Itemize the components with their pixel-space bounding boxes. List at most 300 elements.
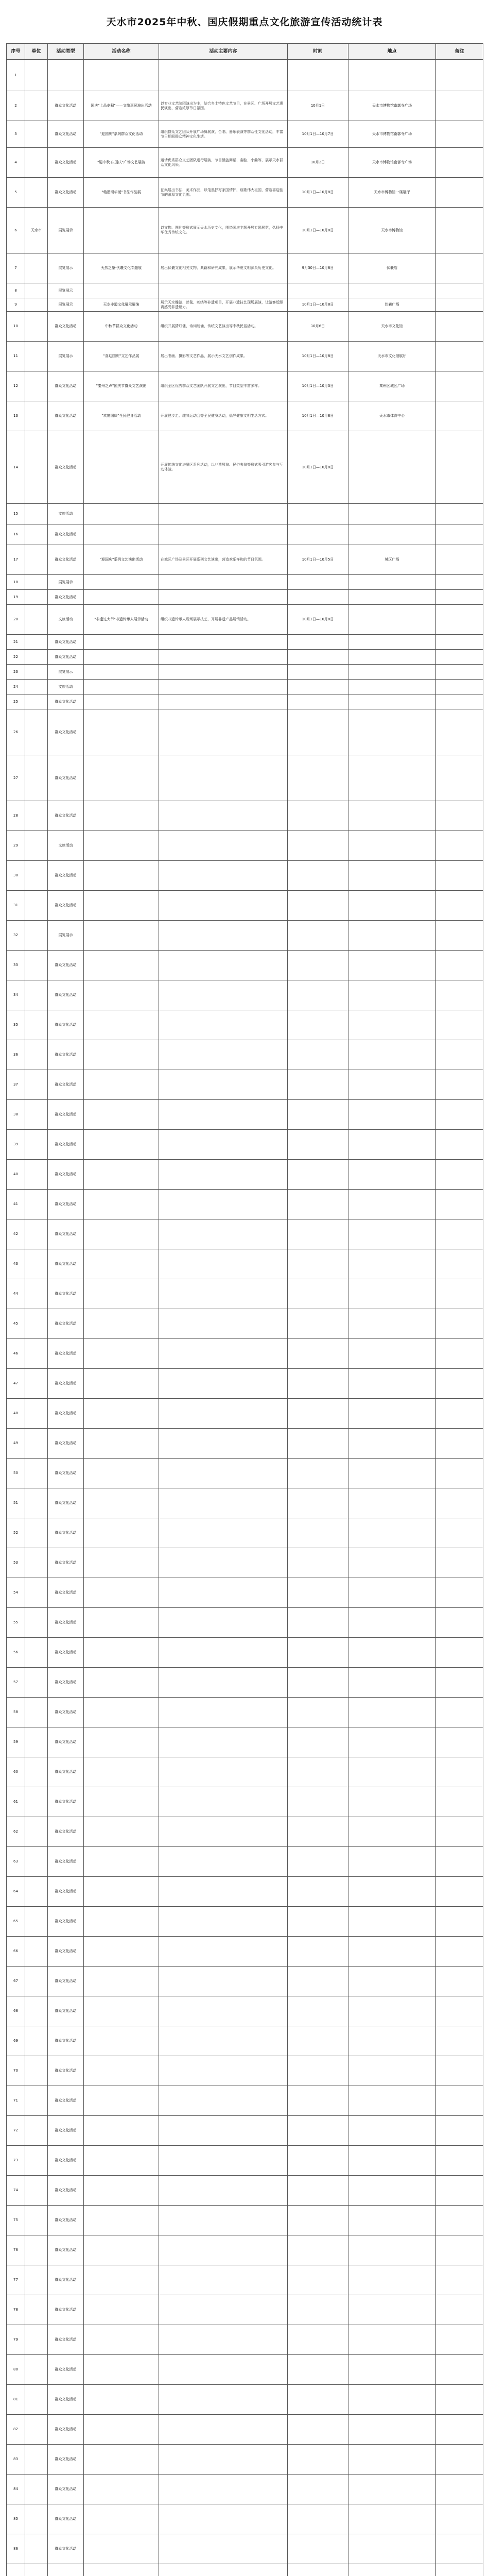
cell-place [348, 635, 436, 650]
cell-name [84, 680, 159, 694]
cell-no: 78 [7, 2295, 25, 2325]
cell-note [436, 1279, 483, 1309]
cell-note [436, 1160, 483, 1190]
header-unit: 单位 [25, 44, 48, 60]
cell-note [436, 861, 483, 891]
cell-content [159, 1518, 288, 1548]
cell-place [348, 831, 436, 861]
cell-type: 展览展示 [48, 921, 84, 951]
cell-place [348, 1070, 436, 1100]
cell-type: 群众文化活动 [48, 121, 84, 148]
cell-name [84, 2475, 159, 2504]
cell-name [84, 1309, 159, 1339]
cell-unit [25, 861, 48, 891]
cell-no: 39 [7, 1130, 25, 1160]
cell-content [159, 694, 288, 709]
cell-content: 展示天水雕漆、丝毯、刺绣等非遗项目，开展非遗技艺现场展演，让游客近距离感受非遗魅力。 [159, 298, 288, 312]
cell-note [436, 208, 483, 253]
cell-type: 群众文化活动 [48, 1429, 84, 1459]
cell-place: 天水市文化馆 [348, 312, 436, 342]
table-row [7, 2534, 483, 2564]
cell-place [348, 1996, 436, 2026]
cell-note [436, 253, 483, 283]
cell-time [288, 665, 348, 680]
cell-note [436, 1578, 483, 1608]
cell-no: 63 [7, 1847, 25, 1877]
table-row [7, 2445, 483, 2475]
cell-type: 群众文化活动 [48, 401, 84, 431]
cell-unit [25, 801, 48, 831]
cell-type: 文旅活动 [48, 831, 84, 861]
cell-time: 10月1日—10月7日 [288, 121, 348, 148]
cell-content [159, 1040, 288, 1070]
cell-no: 79 [7, 2325, 25, 2355]
cell-place [348, 1160, 436, 1190]
cell-place [348, 2385, 436, 2415]
cell-type: 群众文化活动 [48, 1399, 84, 1429]
cell-time: 10月1日 [288, 91, 348, 121]
cell-no: 40 [7, 1160, 25, 1190]
cell-content [159, 283, 288, 298]
cell-unit [25, 1907, 48, 1937]
cell-content: 组织非遗传承人现场展示技艺，开展非遗产品展销活动。 [159, 605, 288, 635]
cell-note [436, 921, 483, 951]
cell-time [288, 2295, 348, 2325]
cell-place [348, 2235, 436, 2265]
table-row [7, 1877, 483, 1907]
cell-note [436, 1787, 483, 1817]
cell-type: 群众文化活动 [48, 524, 84, 545]
cell-name [84, 980, 159, 1010]
cell-no: 82 [7, 2415, 25, 2445]
header-time: 时间 [288, 44, 348, 60]
cell-no: 62 [7, 1817, 25, 1847]
cell-place [348, 1937, 436, 1967]
cell-type: 群众文化活动 [48, 371, 84, 401]
cell-type: 群众文化活动 [48, 2355, 84, 2385]
cell-note [436, 2355, 483, 2385]
cell-name [84, 1668, 159, 1698]
cell-content [159, 1160, 288, 1190]
cell-unit [25, 1548, 48, 1578]
header-place: 地点 [348, 44, 436, 60]
table-row [7, 524, 483, 545]
table-row [7, 1459, 483, 1488]
header-note: 备注 [436, 44, 483, 60]
cell-time [288, 831, 348, 861]
cell-content [159, 60, 288, 91]
table-row [7, 1070, 483, 1100]
cell-type: 文旅活动 [48, 605, 84, 635]
cell-place [348, 2295, 436, 2325]
cell-type: 展览展示 [48, 283, 84, 298]
table-row [7, 504, 483, 524]
cell-time [288, 921, 348, 951]
cell-content [159, 504, 288, 524]
table-row [7, 801, 483, 831]
cell-content [159, 1757, 288, 1787]
cell-content [159, 1249, 288, 1279]
cell-content [159, 1937, 288, 1967]
cell-content [159, 1190, 288, 1219]
cell-note [436, 1967, 483, 1996]
cell-type: 群众文化活动 [48, 2265, 84, 2295]
cell-time [288, 1488, 348, 1518]
cell-no: 12 [7, 371, 25, 401]
cell-no: 49 [7, 1429, 25, 1459]
cell-note [436, 1040, 483, 1070]
cell-note [436, 2235, 483, 2265]
cell-place [348, 1668, 436, 1698]
table-row [7, 1638, 483, 1668]
cell-place [348, 524, 436, 545]
cell-type: 群众文化活动 [48, 755, 84, 801]
cell-place [348, 575, 436, 590]
cell-no: 35 [7, 1010, 25, 1040]
cell-unit [25, 1399, 48, 1429]
cell-name: "迎国庆"系列文艺演出活动 [84, 545, 159, 575]
cell-note [436, 1608, 483, 1638]
cell-no: 73 [7, 2146, 25, 2176]
cell-content: 展出伏羲文化相关文物、典籍和研究成果，展示华夏文明源头历史文化。 [159, 253, 288, 283]
cell-content [159, 1309, 288, 1339]
cell-note [436, 2325, 483, 2355]
cell-type: 群众文化活动 [48, 2146, 84, 2176]
cell-type: 群众文化活动 [48, 1309, 84, 1339]
cell-unit [25, 1130, 48, 1160]
cell-time [288, 283, 348, 298]
cell-type: 展览展示 [48, 342, 84, 371]
cell-type: 群众文化活动 [48, 2235, 84, 2265]
cell-content: 组织开展猜灯谜、诗词朗诵、传统文艺演出等中秋民俗活动。 [159, 312, 288, 342]
cell-time [288, 2355, 348, 2385]
cell-place [348, 1518, 436, 1548]
cell-content [159, 1488, 288, 1518]
cell-place [348, 1817, 436, 1847]
cell-place [348, 1967, 436, 1996]
cell-unit [25, 709, 48, 755]
cell-name [84, 1070, 159, 1100]
cell-time [288, 1010, 348, 1040]
cell-name [84, 2116, 159, 2146]
table-row [7, 545, 483, 575]
cell-no: 10 [7, 312, 25, 342]
cell-name [84, 861, 159, 891]
cell-time [288, 1339, 348, 1369]
cell-name [84, 1698, 159, 1727]
cell-no: 33 [7, 951, 25, 980]
table-row [7, 1429, 483, 1459]
cell-type: 群众文化活动 [48, 2116, 84, 2146]
cell-no: 52 [7, 1518, 25, 1548]
cell-place [348, 694, 436, 709]
cell-note [436, 1459, 483, 1488]
cell-unit [25, 1279, 48, 1309]
cell-type: 群众文化活动 [48, 1578, 84, 1608]
cell-time [288, 1219, 348, 1249]
table-row [7, 2176, 483, 2206]
cell-content [159, 2325, 288, 2355]
cell-unit [25, 680, 48, 694]
cell-note [436, 1249, 483, 1279]
cell-note [436, 545, 483, 575]
cell-no: 11 [7, 342, 25, 371]
cell-time [288, 1548, 348, 1578]
cell-place [348, 1907, 436, 1937]
cell-type: 群众文化活动 [48, 951, 84, 980]
cell-place [348, 1249, 436, 1279]
cell-content [159, 2235, 288, 2265]
cell-unit [25, 1817, 48, 1847]
cell-type: 群众文化活动 [48, 2534, 84, 2564]
cell-place [348, 2475, 436, 2504]
cell-time [288, 1877, 348, 1907]
cell-unit [25, 1339, 48, 1369]
cell-name [84, 2355, 159, 2385]
cell-place [348, 801, 436, 831]
cell-place: 天水市博物馆南郭寺广场 [348, 121, 436, 148]
cell-name [84, 2146, 159, 2176]
cell-time [288, 60, 348, 91]
table-row [7, 755, 483, 801]
cell-content [159, 1817, 288, 1847]
cell-unit [25, 1668, 48, 1698]
cell-note [436, 1219, 483, 1249]
table-row [7, 861, 483, 891]
cell-time: 10月2日 [288, 148, 348, 178]
cell-content [159, 2086, 288, 2116]
cell-no: 26 [7, 709, 25, 755]
table-row [7, 2504, 483, 2534]
cell-place [348, 665, 436, 680]
cell-unit [25, 1608, 48, 1638]
cell-no: 75 [7, 2206, 25, 2235]
cell-note [436, 298, 483, 312]
cell-time [288, 1757, 348, 1787]
cell-unit [25, 755, 48, 801]
cell-no: 54 [7, 1578, 25, 1608]
cell-name: "翰墨颂华诞"书法作品展 [84, 178, 159, 208]
cell-note [436, 371, 483, 401]
cell-name [84, 801, 159, 831]
cell-content [159, 1608, 288, 1638]
cell-note [436, 121, 483, 148]
cell-content: 开展传统文化进景区系列活动，以非遗展演、民俗表演等形式吸引游客参与互动体验。 [159, 431, 288, 504]
cell-content [159, 831, 288, 861]
table-row [7, 694, 483, 709]
cell-place [348, 921, 436, 951]
cell-type: 文旅活动 [48, 680, 84, 694]
table-row [7, 1190, 483, 1219]
cell-content [159, 1548, 288, 1578]
cell-note [436, 2504, 483, 2534]
cell-content [159, 1279, 288, 1309]
table-row [7, 891, 483, 921]
cell-unit [25, 1010, 48, 1040]
cell-name: "喜迎国庆"文艺作品展 [84, 342, 159, 371]
cell-type: 群众文化活动 [48, 1279, 84, 1309]
cell-type: 群众文化活动 [48, 1130, 84, 1160]
cell-unit [25, 431, 48, 504]
cell-name [84, 831, 159, 861]
table-row [7, 709, 483, 755]
cell-place [348, 1877, 436, 1907]
cell-content [159, 1638, 288, 1668]
table-row [7, 298, 483, 312]
cell-note [436, 680, 483, 694]
cell-place [348, 1339, 436, 1369]
cell-name [84, 2265, 159, 2295]
table-row [7, 2116, 483, 2146]
cell-content [159, 1369, 288, 1399]
cell-note [436, 831, 483, 861]
cell-content [159, 1907, 288, 1937]
cell-no: 68 [7, 1996, 25, 2026]
cell-content [159, 1996, 288, 2026]
cell-unit [25, 1459, 48, 1488]
cell-no: 22 [7, 650, 25, 665]
cell-unit [25, 1877, 48, 1907]
cell-place [348, 1010, 436, 1040]
cell-time [288, 2026, 348, 2056]
cell-note [436, 2564, 483, 2576]
cell-note [436, 1010, 483, 1040]
cell-note [436, 148, 483, 178]
cell-note [436, 283, 483, 298]
cell-content [159, 2504, 288, 2534]
cell-unit [25, 60, 48, 91]
cell-type: 展览展示 [48, 575, 84, 590]
cell-unit [25, 2415, 48, 2445]
cell-place [348, 709, 436, 755]
cell-unit [25, 2235, 48, 2265]
cell-place [348, 605, 436, 635]
table-row [7, 1727, 483, 1757]
cell-content: 展出书画、摄影等文艺作品，展示天水文艺创作成果。 [159, 342, 288, 371]
cell-place [348, 1638, 436, 1668]
cell-unit [25, 2086, 48, 2116]
cell-type: 群众文化活动 [48, 1459, 84, 1488]
cell-no: 6 [7, 208, 25, 253]
cell-unit [25, 504, 48, 524]
cell-time: 10月1日—10月8日 [288, 605, 348, 635]
cell-type: 群众文化活动 [48, 1817, 84, 1847]
cell-content [159, 861, 288, 891]
cell-name [84, 635, 159, 650]
cell-unit [25, 2325, 48, 2355]
cell-no: 1 [7, 60, 25, 91]
cell-time [288, 2534, 348, 2564]
table-row [7, 2385, 483, 2415]
cell-time [288, 1907, 348, 1937]
cell-no: 69 [7, 2026, 25, 2056]
cell-type: 群众文化活动 [48, 2415, 84, 2445]
cell-content: 开展健步走、趣味运动会等全民健身活动，倡导健康文明生活方式。 [159, 401, 288, 431]
cell-type: 群众文化活动 [48, 2445, 84, 2475]
cell-note [436, 1190, 483, 1219]
cell-unit [25, 1429, 48, 1459]
cell-content [159, 2116, 288, 2146]
cell-content [159, 801, 288, 831]
cell-unit [25, 2206, 48, 2235]
table-row [7, 635, 483, 650]
cell-note [436, 504, 483, 524]
cell-note [436, 801, 483, 831]
cell-unit [25, 121, 48, 148]
cell-name [84, 2026, 159, 2056]
cell-place [348, 1190, 436, 1219]
cell-type: 群众文化活动 [48, 1369, 84, 1399]
cell-no: 55 [7, 1608, 25, 1638]
cell-unit [25, 2116, 48, 2146]
cell-unit [25, 635, 48, 650]
cell-note [436, 605, 483, 635]
cell-note [436, 1817, 483, 1847]
cell-unit [25, 1518, 48, 1548]
cell-place [348, 431, 436, 504]
table-row [7, 1578, 483, 1608]
cell-content [159, 709, 288, 755]
table-row [7, 1040, 483, 1070]
cell-name [84, 1249, 159, 1279]
cell-place: 天水市博物馆南郭寺广场 [348, 148, 436, 178]
cell-no: 21 [7, 635, 25, 650]
cell-type: 群众文化活动 [48, 1518, 84, 1548]
cell-note [436, 2206, 483, 2235]
cell-name [84, 2385, 159, 2415]
table-row [7, 1279, 483, 1309]
cell-name [84, 1817, 159, 1847]
cell-note [436, 1937, 483, 1967]
cell-time [288, 1249, 348, 1279]
cell-place [348, 2445, 436, 2475]
cell-note [436, 91, 483, 121]
cell-type: 群众文化活动 [48, 709, 84, 755]
cell-no: 65 [7, 1907, 25, 1937]
cell-type: 群众文化活动 [48, 148, 84, 178]
cell-type: 群众文化活动 [48, 1698, 84, 1727]
cell-type: 群众文化活动 [48, 1757, 84, 1787]
cell-type: 群众文化活动 [48, 891, 84, 921]
cell-unit [25, 371, 48, 401]
cell-content [159, 980, 288, 1010]
cell-unit [25, 980, 48, 1010]
cell-time: 10月1日—10月8日 [288, 431, 348, 504]
cell-time: 10月1日—10月8日 [288, 178, 348, 208]
cell-unit [25, 1757, 48, 1787]
cell-content [159, 680, 288, 694]
cell-content [159, 1130, 288, 1160]
cell-content [159, 2146, 288, 2176]
cell-name [84, 431, 159, 504]
cell-place: 天水市博物馆一楼展厅 [348, 178, 436, 208]
cell-type: 群众文化活动 [48, 91, 84, 121]
cell-content [159, 2056, 288, 2086]
activity-table [6, 43, 483, 2576]
table-row [7, 2265, 483, 2295]
cell-note [436, 635, 483, 650]
cell-content [159, 2176, 288, 2206]
cell-unit [25, 1967, 48, 1996]
table-row [7, 1100, 483, 1130]
cell-name [84, 575, 159, 590]
cell-note [436, 1638, 483, 1668]
cell-content [159, 2295, 288, 2325]
cell-type: 群众文化活动 [48, 1249, 84, 1279]
cell-no: 84 [7, 2475, 25, 2504]
cell-type: 群众文化活动 [48, 1219, 84, 1249]
cell-unit [25, 1937, 48, 1967]
